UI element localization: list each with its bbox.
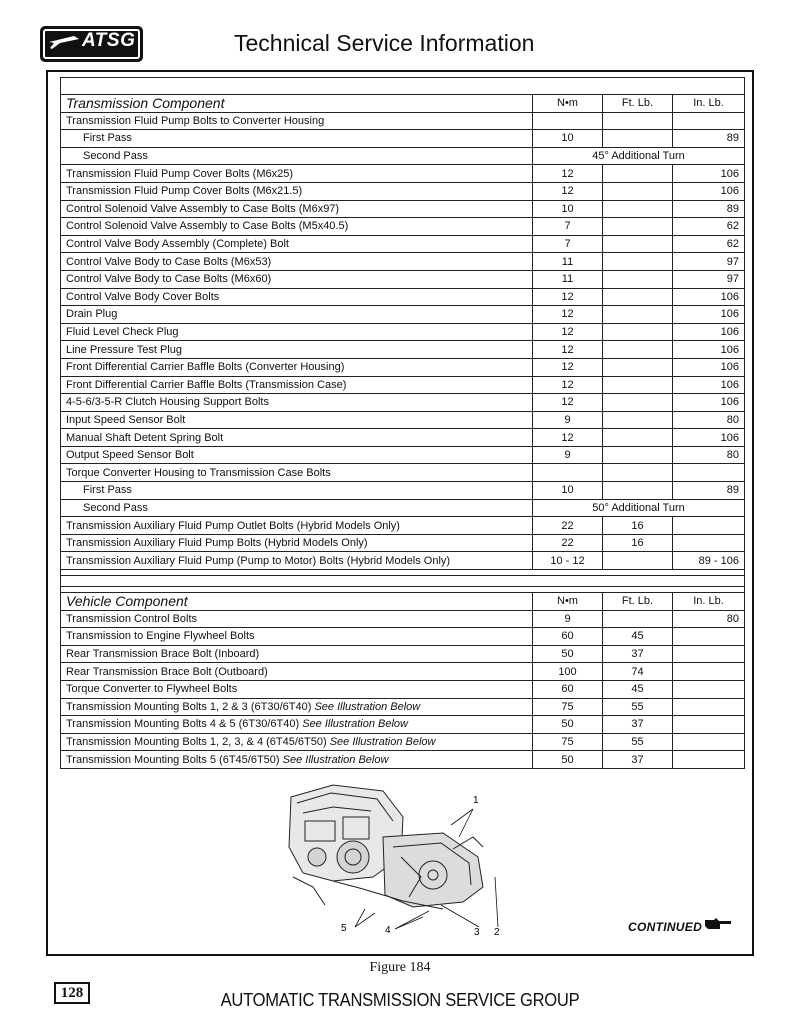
nm-cell: 12 (533, 323, 603, 341)
component-cell: Control Solenoid Valve Assembly to Case Bolts (M6x97) (61, 200, 533, 218)
table-row (61, 499, 745, 517)
table-row (61, 147, 745, 165)
component-cell: Front Differential Carrier Baffle Bolts (Converter Housing) (61, 358, 533, 376)
table-row (61, 394, 745, 412)
inlb-cell: 89 (673, 130, 745, 148)
table-row (61, 235, 745, 253)
component-header: Transmission Component (61, 95, 533, 113)
component-cell: Transmission Control Bolts (61, 610, 533, 628)
nm-cell: 10 - 12 (533, 552, 603, 570)
component-cell: Control Solenoid Valve Assembly to Case Bolts (M5x40.5) (61, 218, 533, 236)
inlb-cell: 89 (673, 200, 745, 218)
table-row (61, 751, 745, 769)
component-cell: Transmission Fluid Pump Cover Bolts (M6x25) (61, 165, 533, 183)
additional-turn-cell: 45° Additional Turn (533, 147, 745, 165)
nm-cell: 12 (533, 341, 603, 359)
inlb-cell (673, 716, 745, 734)
table-row (61, 200, 745, 218)
page-header (0, 0, 800, 68)
ftlb-cell (603, 165, 673, 183)
inlb-cell: 106 (673, 182, 745, 200)
component-cell: Second Pass (61, 499, 533, 517)
page-title: Technical Service Information (234, 30, 535, 56)
table-row (61, 680, 745, 698)
additional-turn-cell: 50° Additional Turn (533, 499, 745, 517)
ftlb-cell (603, 323, 673, 341)
ftlb-header: Ft. Lb. (603, 95, 673, 113)
table-row (61, 482, 745, 500)
component-cell: Transmission Auxiliary Fluid Pump (Pump to Motor) Bolts (Hybrid Models Only) (61, 552, 533, 570)
inlb-cell: 106 (673, 376, 745, 394)
nm-cell: 100 (533, 663, 603, 681)
component-cell: Transmission Mounting Bolts 5 (6T45/6T50) See Illustration Below (61, 751, 533, 769)
table-row (61, 517, 745, 535)
component-cell: First Pass (61, 130, 533, 148)
nm-cell: 50 (533, 751, 603, 769)
inlb-cell: 106 (673, 288, 745, 306)
table-row (61, 716, 745, 734)
table-header-row (61, 95, 745, 113)
inlb-cell: 97 (673, 253, 745, 271)
ftlb-cell (603, 270, 673, 288)
inlb-cell: 80 (673, 610, 745, 628)
table-row (61, 130, 745, 148)
component-cell: Drain Plug (61, 306, 533, 324)
nm-cell: 60 (533, 628, 603, 646)
component-cell: Transmission to Engine Flywheel Bolts (61, 628, 533, 646)
nm-cell: 11 (533, 270, 603, 288)
component-cell: Control Valve Body to Case Bolts (M6x60) (61, 270, 533, 288)
component-cell: Transmission Mounting Bolts 1, 2 & 3 (6T30/6T40) See Illustration Below (61, 698, 533, 716)
ftlb-cell: 45 (603, 628, 673, 646)
component-header: Vehicle Component (61, 593, 533, 611)
inlb-cell: 106 (673, 394, 745, 412)
inlb-cell: 106 (673, 165, 745, 183)
inlb-cell: 106 (673, 429, 745, 447)
pointing-hand-icon (704, 917, 732, 931)
ftlb-cell: 37 (603, 751, 673, 769)
inlb-cell (673, 464, 745, 482)
table-row (61, 112, 745, 130)
ftlb-cell (603, 394, 673, 412)
inlb-cell (673, 751, 745, 769)
nm-cell: 22 (533, 517, 603, 535)
ftlb-cell: 16 (603, 517, 673, 535)
callout-3: 3 (474, 927, 480, 937)
nm-cell: 50 (533, 645, 603, 663)
inlb-cell: 80 (673, 446, 745, 464)
component-cell: Transmission Auxiliary Fluid Pump Outlet Bolts (Hybrid Models Only) (61, 517, 533, 535)
ftlb-cell: 37 (603, 645, 673, 663)
nm-cell: 12 (533, 394, 603, 412)
ftlb-cell: 37 (603, 716, 673, 734)
logo-text: ATSG (82, 30, 136, 51)
ftlb-cell (603, 235, 673, 253)
component-cell: Rear Transmission Brace Bolt (Outboard) (61, 663, 533, 681)
nm-cell (533, 464, 603, 482)
table-row (61, 323, 745, 341)
nm-header: N•m (533, 95, 603, 113)
component-cell: Torque Converter to Flywheel Bolts (61, 680, 533, 698)
ftlb-cell: 55 (603, 733, 673, 751)
ftlb-cell (603, 182, 673, 200)
component-cell: Transmission Auxiliary Fluid Pump Bolts (Hybrid Models Only) (61, 534, 533, 552)
component-cell: Manual Shaft Detent Spring Bolt (61, 429, 533, 447)
nm-cell: 9 (533, 446, 603, 464)
ftlb-cell (603, 411, 673, 429)
nm-cell: 10 (533, 482, 603, 500)
inlb-cell (673, 698, 745, 716)
component-cell: Input Speed Sensor Bolt (61, 411, 533, 429)
inlb-cell: 106 (673, 341, 745, 359)
figure-caption: Figure 184 (369, 960, 431, 975)
component-cell: Control Valve Body to Case Bolts (M6x53) (61, 253, 533, 271)
ftlb-cell: 45 (603, 680, 673, 698)
component-cell: Line Pressure Test Plug (61, 341, 533, 359)
inlb-cell: 89 - 106 (673, 552, 745, 570)
table-row (61, 552, 745, 570)
ftlb-cell (603, 376, 673, 394)
ftlb-cell (603, 482, 673, 500)
nm-cell: 11 (533, 253, 603, 271)
inlb-cell (673, 112, 745, 130)
nm-cell: 10 (533, 130, 603, 148)
component-cell: Output Speed Sensor Bolt (61, 446, 533, 464)
ftlb-cell (603, 610, 673, 628)
ftlb-cell (603, 288, 673, 306)
nm-cell: 12 (533, 358, 603, 376)
vehicle-torque-table (60, 575, 745, 769)
inlb-cell: 106 (673, 358, 745, 376)
table-row (61, 733, 745, 751)
ftlb-header: Ft. Lb. (603, 593, 673, 611)
ftlb-cell (603, 358, 673, 376)
ftlb-cell (603, 306, 673, 324)
nm-cell: 12 (533, 306, 603, 324)
component-cell: Fluid Level Check Plug (61, 323, 533, 341)
transmission-mounting-illustration (273, 777, 503, 937)
table-row (61, 218, 745, 236)
table-row (61, 270, 745, 288)
inlb-cell: 106 (673, 306, 745, 324)
jet-icon (48, 33, 80, 51)
nm-cell: 12 (533, 288, 603, 306)
table-row (61, 358, 745, 376)
ftlb-cell (603, 218, 673, 236)
component-cell: Transmission Mounting Bolts 4 & 5 (6T30/6T40) See Illustration Below (61, 716, 533, 734)
nm-cell: 12 (533, 429, 603, 447)
component-cell: Control Valve Body Cover Bolts (61, 288, 533, 306)
table-row (61, 698, 745, 716)
table-row (61, 645, 745, 663)
component-cell: Torque Converter Housing to Transmission Case Bolts (61, 464, 533, 482)
nm-cell: 12 (533, 165, 603, 183)
nm-cell: 22 (533, 534, 603, 552)
table-row (61, 610, 745, 628)
inlb-cell: 80 (673, 411, 745, 429)
table-row (61, 165, 745, 183)
inlb-cell: 62 (673, 218, 745, 236)
inlb-cell: 106 (673, 323, 745, 341)
ftlb-cell (603, 464, 673, 482)
table-row (61, 288, 745, 306)
inlb-cell (673, 628, 745, 646)
table-row (61, 411, 745, 429)
inlb-cell (673, 534, 745, 552)
ftlb-cell: 16 (603, 534, 673, 552)
component-cell: Control Valve Body Assembly (Complete) Bolt (61, 235, 533, 253)
component-cell: Transmission Mounting Bolts 1, 2, 3, & 4 (6T45/6T50) See Illustration Below (61, 733, 533, 751)
table-row (61, 182, 745, 200)
nm-cell: 9 (533, 411, 603, 429)
inlb-cell: 89 (673, 482, 745, 500)
ftlb-cell (603, 253, 673, 271)
ftlb-cell: 55 (603, 698, 673, 716)
nm-cell: 12 (533, 376, 603, 394)
inlb-cell (673, 645, 745, 663)
component-cell: 4-5-6/3-5-R Clutch Housing Support Bolts (61, 394, 533, 412)
inlb-cell: 62 (673, 235, 745, 253)
table-row (61, 376, 745, 394)
table-row (61, 534, 745, 552)
nm-cell: 7 (533, 235, 603, 253)
table-row (61, 341, 745, 359)
inlb-header: In. Lb. (673, 95, 745, 113)
page-footer: AUTOMATIC TRANSMISSION SERVICE GROUP (220, 990, 580, 1010)
ftlb-cell (603, 200, 673, 218)
ftlb-cell (603, 552, 673, 570)
callout-4: 4 (385, 925, 391, 936)
table-row (61, 429, 745, 447)
nm-cell: 50 (533, 716, 603, 734)
continued-label: CONTINUED (628, 920, 703, 934)
inlb-cell (673, 517, 745, 535)
nm-cell (533, 112, 603, 130)
ftlb-cell (603, 341, 673, 359)
transmission-torque-table (60, 77, 745, 587)
nm-cell: 75 (533, 733, 603, 751)
inlb-cell (673, 680, 745, 698)
inlb-header: In. Lb. (673, 593, 745, 611)
page-number: 128 (54, 982, 90, 1004)
inlb-cell (673, 733, 745, 751)
callout-2: 2 (494, 927, 500, 937)
inlb-cell (673, 663, 745, 681)
nm-cell: 7 (533, 218, 603, 236)
table-row (61, 253, 745, 271)
table-row (61, 446, 745, 464)
inlb-cell: 97 (673, 270, 745, 288)
nm-cell: 12 (533, 182, 603, 200)
component-cell: First Pass (61, 482, 533, 500)
ftlb-cell: 74 (603, 663, 673, 681)
table-row (61, 464, 745, 482)
callout-5: 5 (341, 923, 347, 934)
component-cell: Transmission Fluid Pump Bolts to Converter Housing (61, 112, 533, 130)
table-row (61, 663, 745, 681)
nm-header: N•m (533, 593, 603, 611)
table-spacer-row (61, 78, 745, 95)
nm-cell: 60 (533, 680, 603, 698)
nm-cell: 75 (533, 698, 603, 716)
ftlb-cell (603, 429, 673, 447)
content-frame (46, 70, 754, 956)
ftlb-cell (603, 112, 673, 130)
table-row (61, 628, 745, 646)
table-row (61, 306, 745, 324)
component-cell: Second Pass (61, 147, 533, 165)
ftlb-cell (603, 130, 673, 148)
table-spacer-row (61, 576, 745, 593)
nm-cell: 9 (533, 610, 603, 628)
table-header-row (61, 593, 745, 611)
component-cell: Rear Transmission Brace Bolt (Inboard) (61, 645, 533, 663)
nm-cell: 10 (533, 200, 603, 218)
atsg-logo (40, 26, 143, 62)
ftlb-cell (603, 446, 673, 464)
callout-1: 1 (473, 795, 479, 806)
component-cell: Transmission Fluid Pump Cover Bolts (M6x21.5) (61, 182, 533, 200)
component-cell: Front Differential Carrier Baffle Bolts (Transmission Case) (61, 376, 533, 394)
